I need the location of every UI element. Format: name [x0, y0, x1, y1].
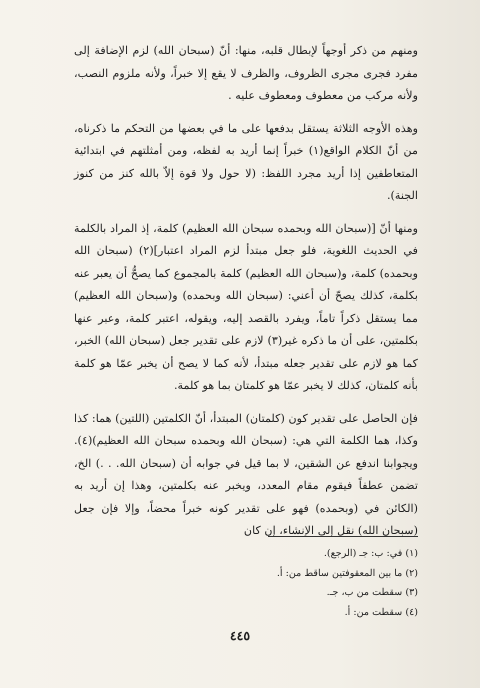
footnotes — [74, 544, 418, 622]
page-number: ٤٤٥ — [229, 628, 251, 643]
footnote-separator — [268, 536, 418, 537]
footnote-3: (٣) سقطت من ب، جـ. — [326, 587, 418, 598]
paragraph-4: فإن الحاصل على تقدير كون (كلمتان) المبتدأ، أنّ الكلمتين (اللتين) هما: كذا وكذا، هما الكلمة التي هي: (سبحان الله وبحمده سبحان الله العظيم)(٤). ويجوابنا اندفع عن الشقين، لا بما قيل في جوابه أن (سبحان الله. . .) الخ، تضمن عطفاً فيقوم مقام المعدد، ويخبر عنه بكلمتين، وهذا إن أريد به (الكائن في (وبحمده) فهو على تقدير كونه خبراً محضاً، وإلا فإن جعل (سبحان الله) نقل إلى الإنشاء، إن كان — [74, 411, 418, 537]
paragraph-2: وهذه الأوجه الثلاثة يستقل بدفعها على ما في بعضها من التحكم ما ذكرناه، من أنّ الكلام الواقع(١) خبراً إنما أريد به لفظه، ومن أمثلتهم في ابتدائية المتعاطفين إذا أريد مجرد اللفظ: (لا حول ولا قوة إلاّ بالله كنز من كنوز الجنة). — [74, 121, 418, 202]
main-text — [74, 40, 418, 543]
paragraph-3: ومنها أنّ [(سبحان الله وبحمده سبحان الله العظيم) كلمة، إذ المراد بالكلمة في الحديث اللغوية، فلو جعل مبتدأ لزم المراد اعتبار](٢) (سبحان الله وبحمده) كلمة، و(سبحان الله العظيم) كلمة بالمجموع كما يصحُّ أن يعبر عنه بكلمة، كذلك يصحّ أن أعني: (سبحان الله وبحمده) و(سبحان الله العظيم) مما يستقل ذكراً تاماً، ويفرد بالقصد إليه، ويقوله، اعتبر كلمة، وعبر عنها بكلمتين، على أن ما ذكره غير(٣) لازم على تقدير جعل (سبحان الله) الخبر، كما هو لازم على تقدير جعله مبتدأ، لأنه كما لا يصح أن يخبر عمّا هو كلمة بأنه كلمتان، كذلك لا يخبر عمّا هو كلمتان بما هو كلمة. — [74, 221, 418, 392]
footnote-1: (١) في: ب: جـ (الرجع). — [323, 548, 418, 559]
paragraph-1: ومنهم من ذكر أوجهاً لإبطال قلبه، منها: أنّ (سبحان الله) لزم الإضافة إلى مفرد فجرى مجرى الظروف، والظرف لا يقع إلا خبراً، ولأنه ملزوم النصب، ولأنه مركب من معطوف ومعطوف عليه . — [74, 44, 418, 102]
footnote-2: (٢) ما بين المعقوفتين ساقط من: أ. — [276, 567, 418, 579]
footnote-4: (٤) سقطت من: أ. — [344, 606, 418, 618]
